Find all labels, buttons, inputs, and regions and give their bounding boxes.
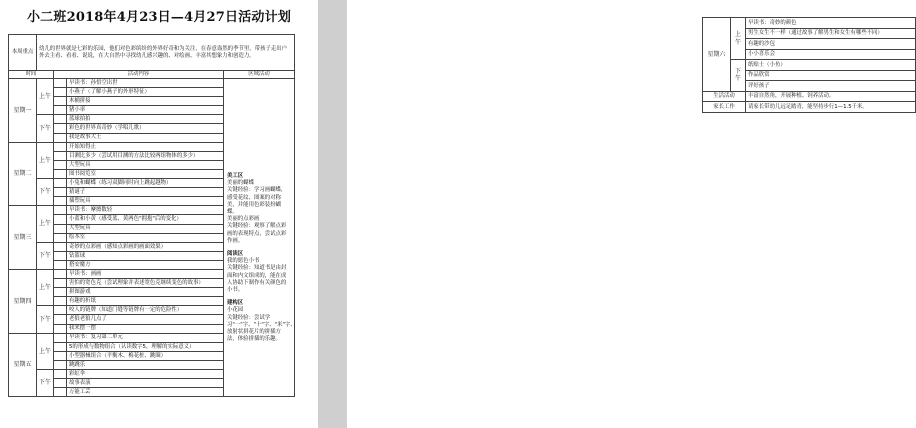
activity-item: 早读书：孙悟空出世	[67, 79, 224, 88]
activity-item: 大型玩具	[67, 160, 224, 169]
afternoon-label: 下午	[37, 179, 54, 206]
activity-item: 图书阅览室	[67, 169, 224, 178]
area-activities	[224, 79, 295, 397]
header-area: 区域活动	[224, 71, 295, 79]
bullet-cell	[54, 388, 67, 397]
afternoon-label: 下午	[37, 370, 54, 397]
activity-item: 有趣的折纸	[67, 297, 224, 306]
morning-label: 上午	[731, 18, 746, 60]
day-label: 星期四	[9, 269, 37, 333]
bullet-cell	[54, 333, 67, 342]
area-body: 关键经验：知道书是由封面和内文组成的，能在成人协助下制作有关颜色的小书。	[227, 265, 287, 294]
bullet-cell	[54, 224, 67, 233]
activity-item: 钻篮球	[67, 251, 224, 260]
area-body: 关键经验：尝试学习"一"字、"十"字、"米"字、放射状拼花片的拼插方法，体验拼插的乐趣。	[227, 314, 296, 343]
saturday-table	[702, 17, 916, 113]
afternoon-label: 下午	[37, 242, 54, 269]
area-name: 阅读区	[227, 251, 244, 258]
area-title: 美丽的点彩画	[227, 216, 260, 223]
left-page	[0, 0, 319, 428]
page-title: 小二班2018年4月23日—4月27日活动计划	[26, 10, 292, 25]
activity-item: 早读书：复习第二单元	[67, 333, 224, 342]
activity-item: 有趣的沙包	[746, 39, 916, 50]
activity-item: 小燕子（了解小燕子的外形特征）	[67, 88, 224, 97]
activity-item: 彩色的世界真奇妙（学唱儿歌）	[67, 124, 224, 133]
activity-item: 绘本室	[67, 233, 224, 242]
bullet-cell	[54, 133, 67, 142]
day-label: 星期一	[9, 79, 37, 143]
bullet-cell	[54, 288, 67, 297]
activity-item: 我是故事大王	[67, 133, 224, 142]
day-label: 星期六	[703, 18, 731, 92]
bullet-cell	[54, 215, 67, 224]
activity-item: 我来摆一摆	[67, 324, 224, 333]
row-label: 家长工作	[703, 102, 746, 113]
row-text: 丰富自然角，开展种植、饲养活动。	[746, 91, 916, 102]
bullet-cell	[54, 315, 67, 324]
bullet-cell	[54, 206, 67, 215]
activity-item: 跳跳乐	[67, 360, 224, 369]
bullet-cell	[54, 279, 67, 288]
bullet-cell	[54, 197, 67, 206]
bullet-cell	[54, 97, 67, 106]
activity-item: 早读书：奇妙的颜色	[746, 18, 916, 29]
bullet-cell	[54, 370, 67, 379]
activity-item: 目测比多少（尝试用目测的方法比较两组物体的多少）	[67, 151, 224, 160]
activity-item: 咬人的链牌（知道门缝等链牌有一定的危险性）	[67, 306, 224, 315]
bullet-cell	[54, 233, 67, 242]
activity-item: 害怕的宽色克（尝试理象并表述宽色克继续变色的故事）	[67, 279, 224, 288]
activity-item: 作品欣赏	[746, 70, 916, 81]
bullet-cell	[54, 297, 67, 306]
bullet-cell	[54, 269, 67, 278]
focus-label: 本周重点	[9, 35, 37, 71]
area-title: 我的愿色小书	[227, 258, 260, 265]
activity-item: 早读书：摩擦数轻	[67, 206, 224, 215]
activity-item: 小蓝和小黄（感受蓝、黄两色"拥抱"后的变化）	[67, 215, 224, 224]
bullet-cell	[54, 188, 67, 197]
morning-label: 上午	[37, 142, 54, 178]
activity-item: 猪小率	[67, 106, 224, 115]
activity-item: 小型器械组合（平衡木、梅花桩、跳圈）	[67, 351, 224, 360]
activity-item: 老狼老狼几点了	[67, 315, 224, 324]
activity-item: 故事表演	[67, 379, 224, 388]
activity-item: 拼图游戏	[67, 288, 224, 297]
bullet-cell	[54, 124, 67, 133]
right-page	[347, 0, 883, 428]
activity-item: 彩虹伞	[67, 370, 224, 379]
bullet-cell	[54, 351, 67, 360]
bullet-cell	[54, 360, 67, 369]
bullet-cell	[54, 306, 67, 315]
morning-label: 上午	[37, 333, 54, 369]
afternoon-label: 下午	[37, 306, 54, 333]
afternoon-label: 下午	[731, 60, 746, 92]
bullet-cell	[54, 79, 67, 88]
morning-label: 上午	[37, 79, 54, 115]
activity-item: 评好孩子	[746, 81, 916, 92]
activity-item: 开始知得止	[67, 142, 224, 151]
page-gap	[318, 0, 347, 428]
header-content: 活动内容	[54, 71, 224, 79]
bullet-cell	[54, 260, 67, 269]
activity-item: 万能工芸	[67, 388, 224, 397]
bullet-cell	[54, 379, 67, 388]
area-body: 关键经验：观察了解点彩画的表现特点，尝试点彩作画。	[227, 223, 287, 244]
bullet-cell	[54, 142, 67, 151]
activity-item: 小兔和蝴蝶（练习双脚同时向上跳起越物）	[67, 179, 224, 188]
bullet-cell	[54, 251, 67, 260]
activity-item: 猜谜子	[67, 188, 224, 197]
activity-item: 蓝球拍拍	[67, 115, 224, 124]
activity-item: 小小喜乐会	[746, 49, 916, 60]
morning-label: 上午	[37, 269, 54, 305]
area-body: 关键经验：学习画蝴蝶，感受花纹、图案的对称美，并能用色彩装扮蝴蝶。	[227, 187, 287, 216]
area-name: 美工区	[227, 173, 244, 179]
day-label: 星期五	[9, 333, 37, 397]
afternoon-label: 下午	[37, 115, 54, 142]
focus-text: 幼儿的世界就是七彩的乐园，他们对色彩缤纷的外界好奇和为关注，在春意盎然的季节里，带孩子走出户外去主看、看看、说说，在大自然中寻找幼儿感兴趣的、对绘画、丰富其想象力和创造力。	[37, 35, 295, 71]
bullet-cell	[54, 160, 67, 169]
activity-item: 男生女生不一样（通过故事了解男生和女生有哪些不同）	[746, 28, 916, 39]
bullet-cell	[54, 106, 67, 115]
day-label: 星期二	[9, 142, 37, 206]
day-label: 星期三	[9, 206, 37, 270]
activity-item: 奇妙的点彩画（感知点彩画的画面效果）	[67, 242, 224, 251]
row-text: 请家长带幼儿远足踏青，能坚持步行1—1.5千米。	[746, 102, 916, 113]
bullet-cell	[54, 169, 67, 178]
activity-item: 搭安魔方	[67, 260, 224, 269]
bullet-cell	[54, 115, 67, 124]
activity-item: 纸贴士（小鱼）	[746, 60, 916, 71]
bullet-cell	[54, 179, 67, 188]
area-title: 小花园	[227, 307, 244, 314]
bullet-cell	[54, 242, 67, 251]
activity-item: 大型玩具	[67, 224, 224, 233]
area-title: 美丽的蝴蝶	[227, 180, 254, 187]
morning-label: 上午	[37, 206, 54, 242]
activity-item: 木桶拼接	[67, 97, 224, 106]
header-time: 时间	[9, 71, 54, 79]
bullet-cell	[54, 88, 67, 97]
activity-item: 5的形成与数物组合（认读数字5，理解的实际意义）	[67, 342, 224, 351]
bullet-cell	[54, 151, 67, 160]
activity-item: 插塑玩具	[67, 197, 224, 206]
row-label: 生活活动	[703, 91, 746, 102]
area-name: 建构区	[227, 300, 244, 307]
bullet-cell	[54, 342, 67, 351]
activity-item: 早读书：画画	[67, 269, 224, 278]
schedule-table	[8, 34, 295, 397]
bullet-cell	[54, 324, 67, 333]
